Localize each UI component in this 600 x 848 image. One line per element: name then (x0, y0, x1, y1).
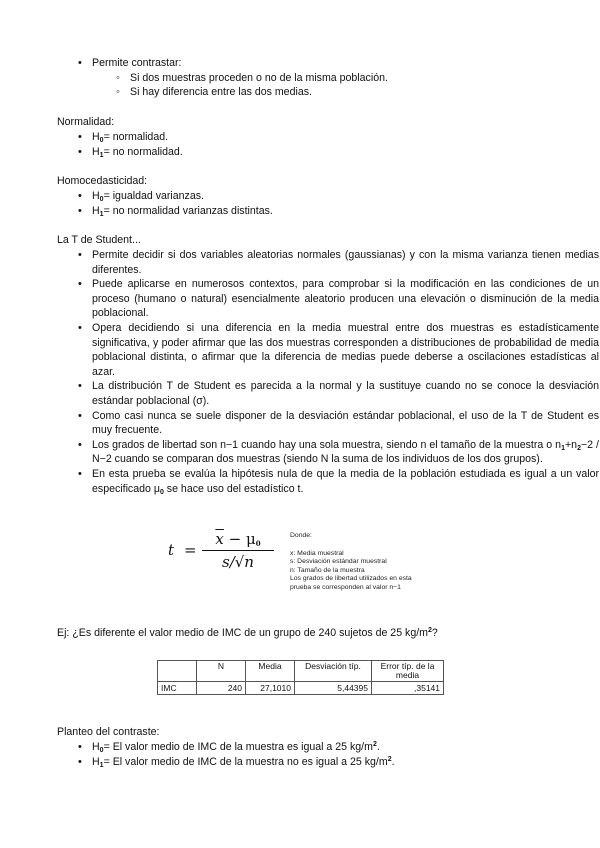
contrast-list (57, 56, 388, 100)
tstudent-heading: La T de Student... (57, 234, 141, 246)
table-cell: 27,1010 (246, 682, 295, 695)
table-header-cell: N (197, 661, 246, 682)
list-item: • Opera decidiendo si una diferencia en la media muestral entre dos muestras es estadísticamente significativa, y poder afirmar que las dos muestras corresponden a distribuciones de probabilidad de media poblacional distinta, o afirmar que la diferencia de medias puede deberse a oscilaciones estadísticas al azar. (57, 321, 599, 379)
list-item: • $H_1=$ no normalidad varianzas distintas. (57, 204, 273, 219)
table-header-row (158, 661, 444, 682)
list-item: • $H_0=$ igualdad varianzas. (57, 189, 273, 204)
list-item: • $H_1= El$ valor medio de IMC de la muestra no es igual a 25 $kg/m^2$. (57, 755, 395, 770)
planteo-list (57, 740, 395, 769)
example-question: Ej: ¿Es diferente el valor medio de IMC de un grupo de 240 sujetos de 25 $kg/m^2$? (57, 627, 438, 639)
list-item: • En esta prueba se evalúa la hipótesis nula de que la media de la población estudiada es igual a un valor especificado $\mu_0$ se hace uso del estadístico t. (57, 467, 599, 496)
list-item: • Los grados de libertad son n−1 cuando hay una sola muestra, siendo n el tamaño de la muestra o $n_1+n_2-2 / N-2$ cuando se comparan dos muestras (siendo N la suma de los individuos de los dos grupos). (57, 438, 599, 467)
table-header-cell: Media (246, 661, 295, 682)
formula-denominator: s/√n (222, 553, 254, 571)
homocedasticidad-heading: Homocedasticidad: (57, 175, 148, 187)
table-cell: 5,44395 (295, 682, 372, 695)
list-item: • $H_1=$ no normalidad. (57, 145, 183, 160)
list-item: • Puede aplicarse en numerosos contextos, para comprobar si la modificación en las condiciones de un proceso (humano o natural) esencialmente aleatorio producen una elevación o disminución de la media poblacional. (57, 277, 599, 321)
table-cell: IMC (158, 682, 197, 695)
list-item: • Permite decidir si dos variables aleatorias normales (gaussianas) y con la misma varianza tienen medias diferentes. (57, 248, 599, 277)
fraction-bar (202, 550, 274, 551)
table-header-cell: Error típ. de la media (372, 661, 444, 682)
legend-line: prueba se corresponden al valor n−1 (290, 583, 401, 591)
legend-line: n: Tamaño de la muestra (290, 566, 365, 574)
sub-list-item: ◦ Si hay diferencia entre las dos medias. (57, 85, 388, 100)
legend-title: Donde: (290, 532, 312, 539)
formula-equals: = (184, 541, 197, 559)
table-cell: 240 (197, 682, 246, 695)
list-item: • $H_0= El$ valor medio de IMC de la muestra es igual a 25 $kg/m^2$. (57, 740, 395, 755)
homocedasticidad-list (57, 189, 273, 218)
formula-lhs: t (168, 541, 175, 559)
imc-stats-table (157, 660, 444, 695)
legend-line: Los grados de libertad utilizados en esta (290, 575, 412, 583)
list-item: • La distribución T de Student es parecida a la normal y la sustituye cuando no se conoce la desviación estándar poblacional (σ). (57, 379, 599, 408)
list-item: • $H_0=$ normalidad. (57, 130, 183, 145)
legend-line: x: Media muestral (290, 549, 344, 557)
planteo-heading: Planteo del contraste: (57, 726, 160, 738)
normalidad-list (57, 130, 183, 159)
list-item: • Permite contrastar: (57, 56, 388, 71)
formula-legend (290, 532, 412, 593)
sub-list-item: ◦ Si dos muestras proceden o no de la misma población. (57, 71, 388, 86)
formula-numerator: $\overline{x} - \mu_0$ (215, 530, 261, 548)
table-header-cell (158, 661, 197, 682)
list-item: • Como casi nunca se suele disponer de la desviación estándar poblacional, el uso de la T de Student es muy frecuente. (57, 409, 599, 438)
formula-fraction (202, 530, 274, 571)
tstudent-list (57, 248, 599, 496)
table-header-cell: Desviación típ. (295, 661, 372, 682)
normalidad-heading: Normalidad: (57, 116, 115, 128)
legend-line: s: Desviación estándar muestral (290, 558, 387, 566)
table-row (158, 682, 444, 695)
table-cell: ,35141 (372, 682, 444, 695)
